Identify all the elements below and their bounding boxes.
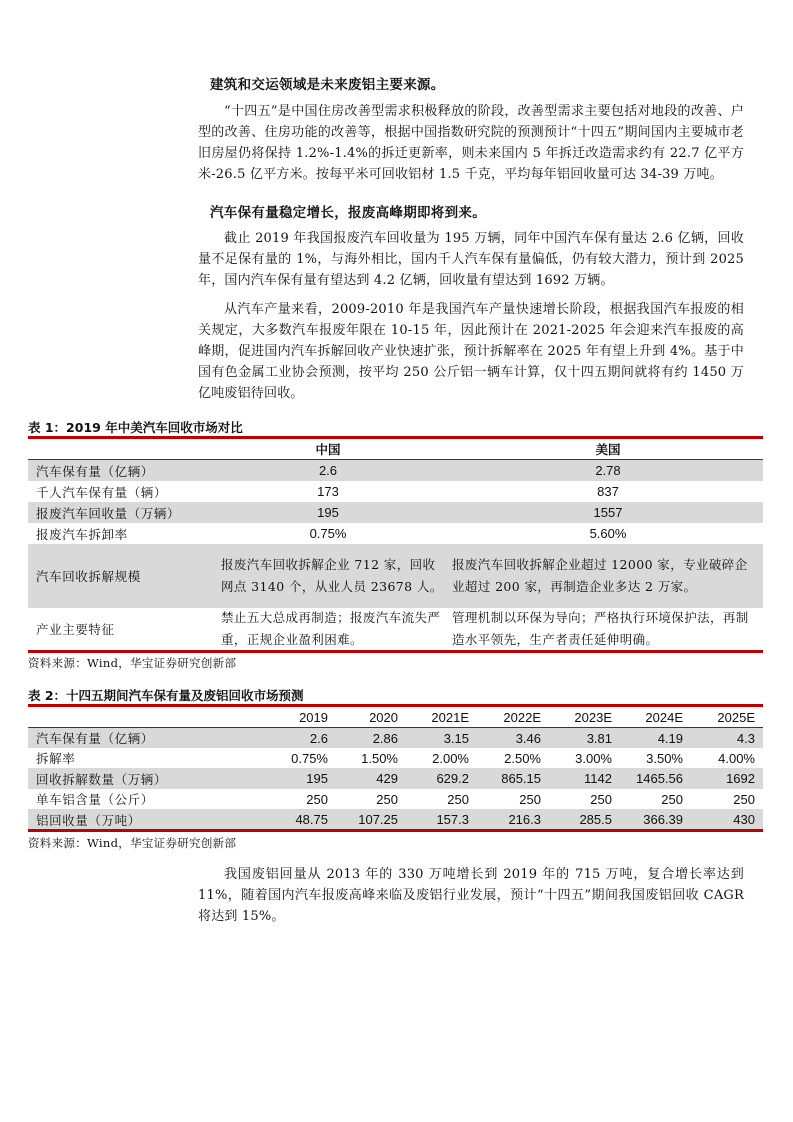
- row-label: 报废汽车回收量（万辆）: [36, 505, 181, 521]
- table2-col-2021e: 2021E: [431, 709, 469, 725]
- cell-usa: 报废汽车回收拆解企业超过 12000 家，专业破碎企业超过 200 家，再制造企业多达 2 万家。: [452, 557, 748, 594]
- table2-col-2020: 2020: [369, 709, 398, 725]
- row-label: 回收拆解数量（万辆）: [36, 771, 168, 787]
- cell-china: 173: [317, 484, 339, 499]
- cell-value: 250: [306, 791, 328, 807]
- paragraph-housing: “十四五”是中国住房改善型需求积极释放的阶段，改善型需求主要包括对地段的改善、户型的改善、住房功能的改善等，根据中国指数研究院的预测预计“十四五”期间国内主要城市老旧房屋仍将保持 1.2%-1.4%的拆迁更新率，则未来国内 5 年拆迁改造需求约有 22.7 亿平方米-26.5 亿平方米。按每平米可回收铝材 1.5 千克，平均每年铝回收量可达 34-39 万吨。: [198, 104, 744, 182]
- section-heading-construction: 建筑和交运领域是未来废铝主要来源。: [210, 77, 445, 93]
- table-row: [28, 789, 763, 809]
- table2-title: 表 2：十四五期间汽车保有量及废铝回收市场预测: [28, 688, 304, 703]
- cell-value: 107.25: [358, 812, 398, 827]
- cell-value: 2.50%: [504, 750, 541, 766]
- row-label: 汽车保有量（亿辆）: [36, 731, 154, 746]
- cell-value: 1142: [584, 771, 612, 786]
- table1-col-usa: 美国: [595, 442, 621, 457]
- cell-value: 629.2: [436, 771, 469, 786]
- cell-value: 3.00%: [575, 750, 612, 766]
- cell-value: 1465.56: [636, 771, 683, 786]
- table-row: [28, 502, 763, 523]
- table-row: [28, 523, 763, 544]
- cell-value: 3.15: [443, 730, 469, 746]
- table2-source: 资料来源：Wind，华宝证券研究创新部: [28, 836, 237, 850]
- table1-header-row: [28, 439, 763, 459]
- row-label: 报废汽车拆卸率: [36, 526, 128, 542]
- cell-value: 3.50%: [646, 750, 683, 766]
- cell-value: 429: [376, 771, 398, 786]
- cell-value: 216.3: [508, 812, 541, 827]
- row-label: 产业主要特征: [36, 622, 115, 637]
- paragraph-vehicle-ownership: 截止 2019 年我国报废汽车回收量为 195 万辆，同年中国汽车保有量达 2.6 亿辆，回收量不足保有量的 1%，与海外相比，国内千人汽车保有量偏低，仍有较大潜力，预计到 2025 年，国内汽车保有量有望达到 4.2 亿辆，回收量有望达到 1692 万辆。: [198, 231, 744, 288]
- cell-value: 430: [733, 812, 755, 827]
- table-row: [28, 748, 763, 768]
- table-row: [28, 728, 763, 748]
- cell-value: 1692: [726, 771, 755, 786]
- row-label: 拆解率: [36, 751, 76, 766]
- paragraph-aluminum-recycling: 我国废铝回量从 2013 年的 330 万吨增长到 2019 年的 715 万吨，复合增长率达到 11%，随着国内汽车报废高峰来临及废铝行业发展，预计“十四五”期间我国废铝回收 CAGR 将达到 15%。: [198, 867, 744, 924]
- table-row: [28, 809, 763, 830]
- cell-value: 285.5: [579, 812, 612, 827]
- cell-value: 3.46: [515, 730, 541, 746]
- table2-bottom-rule: [28, 829, 763, 832]
- row-label: 汽车回收拆解规模: [36, 569, 141, 584]
- cell-value: 3.81: [586, 730, 612, 746]
- cell-china: 报废汽车回收拆解企业 712 家，回收网点 3140 个，从业人员 23678 人。: [221, 557, 443, 594]
- cell-value: 157.3: [436, 812, 469, 827]
- table-row: [28, 460, 763, 481]
- cell-value: 0.75%: [291, 750, 328, 766]
- table1-title: 表 1：2019 年中美汽车回收市场对比: [28, 420, 243, 435]
- row-label: 千人汽车保有量（辆）: [36, 484, 168, 500]
- table1-col-china: 中国: [315, 442, 341, 457]
- table1-bottom-rule: [28, 650, 763, 653]
- cell-value: 250: [447, 791, 469, 807]
- cell-usa: 5.60%: [589, 526, 627, 541]
- table2-header-row: [28, 707, 763, 727]
- cell-value: 48.75: [295, 812, 328, 827]
- cell-value: 2.86: [372, 730, 398, 746]
- table1-source: 资料来源：Wind，华宝证券研究创新部: [28, 656, 237, 670]
- cell-value: 250: [519, 791, 541, 807]
- cell-value: 366.39: [643, 812, 683, 827]
- cell-china: 195: [317, 505, 339, 520]
- cell-value: 1.50%: [361, 750, 398, 766]
- cell-value: 4.19: [657, 730, 683, 746]
- cell-value: 865.15: [501, 771, 541, 786]
- table-row: [28, 481, 763, 502]
- row-label: 铝回收量（万吨）: [36, 812, 141, 828]
- table2-col-2022e: 2022E: [503, 709, 541, 725]
- table-row: [28, 768, 763, 789]
- cell-value: 250: [590, 791, 612, 807]
- table2-col-2025e: 2025E: [717, 709, 755, 725]
- row-label: 单车铝含量（公斤）: [36, 792, 154, 807]
- cell-value: 2.6: [309, 730, 328, 746]
- cell-value: 250: [661, 791, 683, 807]
- cell-china: 禁止五大总成再制造；报废汽车流失严重，正规企业盈利困难。: [221, 610, 441, 647]
- cell-value: 250: [376, 791, 398, 807]
- cell-usa: 837: [597, 484, 619, 499]
- table2-col-2023e: 2023E: [574, 709, 612, 725]
- cell-usa: 1557: [593, 505, 623, 520]
- paragraph-vehicle-production: 从汽车产量来看，2009-2010 年是我国汽车产量快速增长阶段，根据我国汽车报废的相关规定，大多数汽车报废年限在 10-15 年，因此预计在 2021-2025 年会迎来汽车报废的高峰期，促进国内汽车拆解回收产业快速扩张，预计拆解率在 2025 年有望上升到 4%。基于中国有色金属工业协会预测，按平均 250 公斤铝一辆车计算，仅十四五期间就将有约 1450 万亿吨废铝待回收。: [198, 302, 744, 401]
- table2-col-2024e: 2024E: [645, 709, 683, 725]
- cell-value: 4.3: [736, 730, 755, 746]
- section-heading-vehicles: 汽车保有量稳定增长，报废高峰期即将到来。: [210, 205, 486, 221]
- table-row: [28, 544, 763, 608]
- table2-col-2019: 2019: [299, 709, 328, 725]
- cell-value: 250: [733, 791, 755, 807]
- cell-china: 2.6: [318, 463, 338, 478]
- cell-usa: 管理机制以环保为导向；严格执行环境保护法，再制造水平领先，生产者责任延伸明确。: [452, 610, 749, 647]
- cell-value: 2.00%: [432, 750, 469, 766]
- table-row: [28, 608, 763, 650]
- cell-value: 195: [306, 771, 328, 786]
- cell-value: 4.00%: [718, 750, 755, 766]
- cell-usa: 2.78: [595, 463, 621, 478]
- row-label: 汽车保有量（亿辆）: [36, 463, 154, 479]
- cell-china: 0.75%: [309, 526, 347, 541]
